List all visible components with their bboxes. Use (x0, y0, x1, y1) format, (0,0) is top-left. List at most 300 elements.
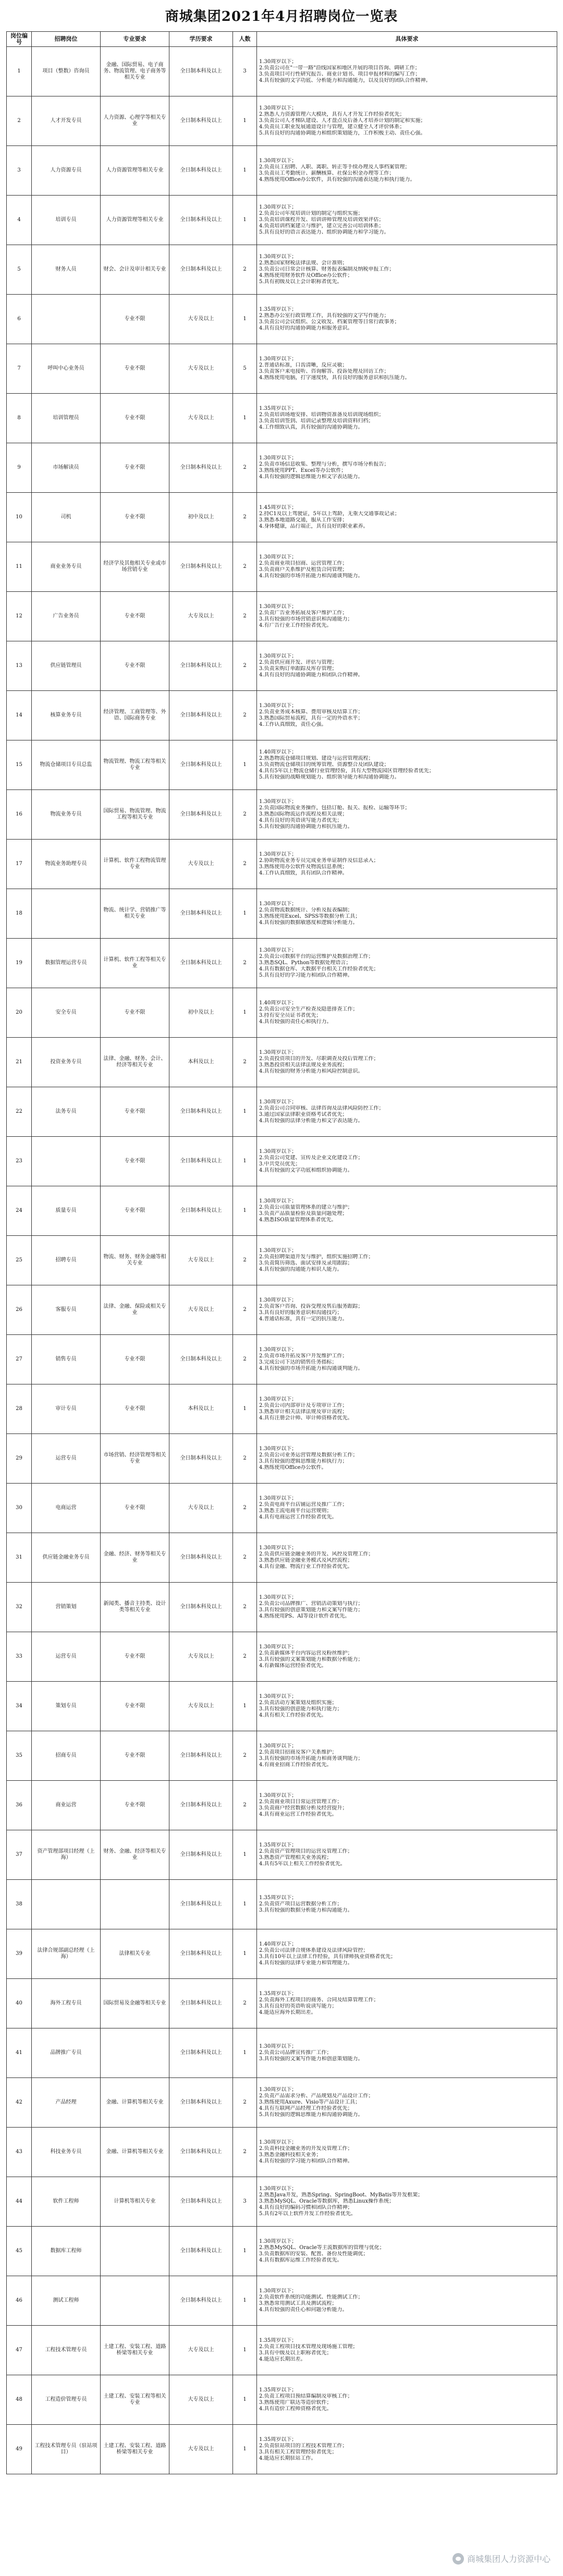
table-row (7, 2375, 557, 2425)
cell-count: 2 (233, 542, 257, 592)
cell-no: 33 (7, 1632, 32, 1682)
requirement-line: 3.负责产品质量检验及质量问题处理； (259, 1211, 348, 1217)
cell-position: 策划专员 (32, 1682, 101, 1731)
cell-count: 1 (233, 146, 257, 196)
cell-position: 电商运营 (32, 1484, 101, 1533)
cell-position: 培训专员 (32, 196, 101, 245)
requirement-line: 3.熟悉SQL、Python等数据处理语言； (259, 960, 351, 966)
cell-requirements (257, 295, 557, 344)
table-row (7, 1533, 557, 1583)
cell-no: 6 (7, 295, 32, 344)
requirement-line: 2.熟悉Java开发，熟悉Spring、SpringBoot、MyBatis等开发框架； (259, 2192, 423, 2198)
wechat-icon (452, 2553, 464, 2565)
requirement-line: 3.负责公司会议组织、公文收发、档案管理等日常行政事务； (259, 319, 400, 325)
cell-position (32, 1137, 101, 1186)
table-row (7, 790, 557, 840)
requirement-line: 1.30周岁以下； (259, 1496, 297, 1501)
requirement-line: 3.具有良好的服务意识和沟通技巧； (259, 1310, 342, 1316)
requirement-line: 4.熟练使用财务软件及Office办公软件； (259, 273, 353, 278)
cell-requirements (257, 592, 557, 641)
cell-major: 金融、经济、财务等相关专业 (101, 1533, 169, 1583)
requirement-line: 1.30周岁以下； (259, 1446, 297, 1452)
cell-position: 工程技术管理专员（驻站项目） (32, 2425, 101, 2474)
requirement-line: 5.具有初级及以上会计职称者优先。 (259, 279, 342, 285)
requirement-line: 2.负责项目招商及客户关系维护； (259, 1749, 337, 1755)
cell-requirements (257, 1533, 557, 1583)
requirement-line: 1.30周岁以下； (259, 1743, 297, 1749)
cell-no: 1 (7, 47, 32, 96)
requirement-line: 1.30周岁以下； (259, 1644, 297, 1650)
requirement-line: 4.具有较强的沟通能力和识人能力。 (259, 1267, 342, 1272)
cell-no: 16 (7, 790, 32, 840)
table-row (7, 493, 557, 542)
requirement-line: 4.负责培训档案建立与维护，建立完善公司培训体系； (259, 223, 384, 229)
cell-edu: 本科及以上 (169, 1038, 233, 1087)
requirement-line: 4.具有较强的文字功底和组织协调能力。 (259, 1168, 353, 1173)
requirement-line: 2.熟悉国家财税法律法规、会计准则； (259, 260, 348, 266)
cell-count: 1 (233, 1186, 257, 1236)
requirement-line: 1.30周岁以下； (259, 554, 297, 560)
cell-edu: 大专及以上 (169, 2375, 233, 2425)
watermark-text: 商城集团人力资源中心 (467, 2554, 550, 2564)
requirement-line: 4.具有较强的责任心和问题分析能力。 (259, 2307, 348, 2313)
requirement-line: 3.熟悉MySQL、Oracle等数据库，熟悉Linux操作系统； (259, 2198, 395, 2204)
requirement-line: 3.熟练使用广联达等造价软件； (259, 2400, 332, 2405)
requirement-line: 4.能适应长期驻站工作。 (259, 2456, 316, 2461)
cell-no: 19 (7, 939, 32, 988)
cell-no: 43 (7, 2128, 32, 2177)
table-row (7, 1929, 557, 1979)
cell-position: 培训管理员 (32, 394, 101, 443)
table-row (7, 1285, 557, 1335)
requirement-line: 3.具有较强的逻辑思维能力和执行力； (259, 1459, 348, 1464)
cell-no: 39 (7, 1929, 32, 1979)
cell-requirements (257, 2425, 557, 2474)
requirement-line: 4.具有互联网产品经理工作经验者优先； (259, 2106, 353, 2111)
requirement-line: 2.负责公司年度培训计划的制定与组织实施； (259, 211, 363, 216)
cell-edu: 全日制本科及以上 (169, 47, 233, 96)
cell-no: 18 (7, 889, 32, 939)
requirement-line: 2.负责员工招聘、入职、离职、转正等手续办理及人事档案管理； (259, 164, 410, 170)
table-row (7, 1583, 557, 1632)
cell-requirements (257, 2375, 557, 2425)
requirement-line: 2.负责公司业务运营管理及数据分析工作； (259, 1452, 358, 1458)
cell-requirements (257, 344, 557, 394)
cell-no: 13 (7, 641, 32, 691)
requirement-line: 1.40周岁以下； (259, 1000, 297, 1006)
requirement-line: 1.45周岁以下； (259, 505, 297, 511)
requirement-line: 4.负责员工职业发展通道设计与管理，建立健全人才评价体系； (259, 124, 405, 130)
requirement-line: 3.负责商户经营数据分析及经营提升； (259, 1805, 348, 1811)
cell-no: 32 (7, 1583, 32, 1632)
page-title: 商城集团2021年4月招聘岗位一览表 (165, 9, 398, 25)
cell-edu: 大专及以上 (169, 1236, 233, 1285)
requirement-line: 2.负责公司数据平台的运营维护及数据治理工作； (259, 954, 374, 959)
cell-major: 专业不限 (101, 443, 169, 493)
requirement-line: 1.30周岁以下； (259, 604, 297, 610)
cell-major: 新闻类、播音主持类、设计类等相关专业 (101, 1583, 169, 1632)
cell-position: 广告业务员 (32, 592, 101, 641)
cell-position: 质量专员 (32, 1186, 101, 1236)
requirement-line: 2.协助物流业务专员完成业务单证制作及信息录入； (259, 858, 379, 864)
requirement-line: 3.具有较强的创意能力和执行能力； (259, 1706, 342, 1712)
requirement-line: 1.30周岁以下； (259, 852, 297, 857)
requirement-line: 1.30周岁以下； (259, 105, 297, 111)
requirement-line: 4.普通话标准，具有一定的抗压能力。 (259, 1316, 348, 1322)
cell-count: 2 (233, 592, 257, 641)
requirement-line: 3.具有较强的数据分析能力和沟通能力。 (259, 1907, 353, 1913)
cell-count: 2 (233, 493, 257, 542)
cell-position: 海外工程专员 (32, 1979, 101, 2028)
requirement-line: 3.熟悉主流电商平台运营规则； (259, 1508, 332, 1514)
cell-count: 1 (233, 2028, 257, 2078)
cell-requirements (257, 939, 557, 988)
cell-major (101, 1880, 169, 1929)
cell-position: 产品经理 (32, 2078, 101, 2128)
requirement-line: 1.30周岁以下； (259, 2239, 297, 2244)
requirement-line: 1.30周岁以下； (259, 254, 297, 260)
cell-requirements (257, 740, 557, 790)
requirement-line: 3.通过国家法律职业资格考试者优先； (259, 1112, 348, 1117)
table-row (7, 1335, 557, 1384)
requirement-line: 2.负责国际物流业务操作，包括订舱、报关、报检、运输等环节； (259, 805, 410, 811)
cell-position: 呼叫中心业务员 (32, 344, 101, 394)
requirement-line: 1.30周岁以下； (259, 204, 297, 210)
cell-edu: 全日制本科及以上 (169, 2028, 233, 2078)
cell-no: 34 (7, 1682, 32, 1731)
requirement-line: 2.普通话标准，口齿清晰，反应灵敏； (259, 362, 348, 368)
cell-major: 土建工程、安装工程、道路桥梁等相关专业 (101, 2425, 169, 2474)
cell-major: 专业不限 (101, 592, 169, 641)
table-row (7, 2078, 557, 2128)
cell-count: 1 (233, 394, 257, 443)
cell-requirements (257, 196, 557, 245)
header-count: 人数 (233, 32, 257, 47)
cell-requirements (257, 1632, 557, 1682)
cell-edu: 初中及以上 (169, 988, 233, 1038)
cell-edu: 全日制本科及以上 (169, 939, 233, 988)
table-body (7, 47, 557, 2474)
cell-position: 品牌推广专员 (32, 2028, 101, 2078)
requirement-line: 1.30周岁以下； (259, 2288, 297, 2294)
cell-major (101, 2028, 169, 2078)
table-row (7, 245, 557, 295)
requirement-line: 4.具有较强的市场开拓能力和沟通谈判能力。 (259, 1366, 363, 1371)
cell-edu: 全日制本科及以上 (169, 1335, 233, 1384)
cell-count: 1 (233, 1830, 257, 1880)
cell-requirements (257, 2326, 557, 2375)
cell-position: 人力资源专员 (32, 146, 101, 196)
requirement-line: 4.有新媒体运营经验者优先。 (259, 1663, 327, 1669)
requirement-line: 2.持C1及以上驾驶证，5年以上驾龄，无重大交通事故记录； (259, 511, 400, 517)
cell-edu: 大专及以上 (169, 1285, 233, 1335)
cell-position: 销售专员 (32, 1335, 101, 1384)
cell-position (32, 295, 101, 344)
cell-major: 金融、计算机等相关专业 (101, 2078, 169, 2128)
requirement-line: 4.熟练使用Office办公软件。 (259, 1465, 327, 1471)
requirement-line: 3.负责采购订单跟踪及库存管理； (259, 666, 337, 672)
cell-major: 物流管理、物流工程等相关专业 (101, 740, 169, 790)
table-row (7, 1087, 557, 1137)
cell-count: 1 (233, 2276, 257, 2326)
cell-major: 专业不限 (101, 295, 169, 344)
cell-position: 核算业务专员 (32, 691, 101, 740)
cell-requirements (257, 1484, 557, 1533)
cell-major: 专业不限 (101, 1781, 169, 1830)
requirement-line: 1.35周岁以下； (259, 1842, 297, 1848)
requirement-line: 1.40周岁以下； (259, 1941, 297, 1947)
cell-no: 44 (7, 2177, 32, 2227)
cell-count: 2 (233, 1335, 257, 1384)
requirement-line: 2.负责资产管理项目的运营及管理工作； (259, 1849, 353, 1854)
cell-edu: 全日制本科及以上 (169, 2276, 233, 2326)
requirement-line: 3.具有10年以上法律工作经验，具有律师执业资格者优先； (259, 1954, 396, 1960)
requirement-line: 2.负责公司合同审核、法律咨询及法律风险防控工作； (259, 1105, 384, 1111)
cell-requirements (257, 1583, 557, 1632)
cell-requirements (257, 542, 557, 592)
cell-position: 科技业务专员 (32, 2128, 101, 2177)
requirement-line: 4.工作认真细致，责任心强。 (259, 722, 327, 727)
requirement-line: 4.熟练使用电脑，打字速度快，具有良好的服务意识和抗压能力。 (259, 375, 410, 381)
cell-count: 2 (233, 691, 257, 740)
requirement-line: 5.具有较强的逻辑思维能力和沟通协调能力。 (259, 2112, 363, 2118)
cell-position: 资产管理部项目经理（上海） (32, 1830, 101, 1880)
cell-no: 4 (7, 196, 32, 245)
cell-count: 1 (233, 1682, 257, 1731)
cell-no: 35 (7, 1731, 32, 1781)
cell-count: 2 (233, 443, 257, 493)
requirement-line: 2.负责公司安全生产检查及隐患排查工作； (259, 1006, 358, 1012)
requirement-line: 3.具有相关工程管理经验者优先； (259, 2449, 337, 2455)
job-table (6, 31, 557, 2474)
requirement-line: 4.能适应长期出差。 (259, 2356, 306, 2362)
cell-requirements (257, 2128, 557, 2177)
requirement-line: 3.熟悉金融科技相关业务； (259, 2152, 322, 2158)
cell-no: 30 (7, 1484, 32, 1533)
requirement-line: 1.30周岁以下； (259, 1396, 297, 1402)
cell-major: 国际贸易、物流管理、物流工程等相关专业 (101, 790, 169, 840)
cell-count: 1 (233, 1384, 257, 1434)
cell-requirements (257, 1384, 557, 1434)
requirement-line: 5.具有良好的学习能力和团队合作精神。 (259, 973, 353, 978)
header-edu: 学历要求 (169, 32, 233, 47)
requirement-line: 3.熟悉投资相关法律法规及业务流程； (259, 1062, 348, 1068)
cell-count: 2 (233, 1583, 257, 1632)
cell-position (32, 889, 101, 939)
cell-requirements (257, 2177, 557, 2227)
requirement-line: 1.35周岁以下； (259, 2437, 297, 2443)
cell-count: 1 (233, 889, 257, 939)
requirement-line: 5.具有良好的沟通协调能力和组织策划能力，工作积极主动、责任心强。 (259, 130, 426, 136)
cell-major: 金融、国际贸易、电子商务、物流管理、电子商务等相关专业 (101, 47, 169, 96)
table-row (7, 1979, 557, 2028)
requirement-line: 2.负责业务成本核算、费用审核及结算工作； (259, 709, 363, 715)
table-row (7, 1137, 557, 1186)
requirement-line: 4.具有金融、物流行业工作经验者优先。 (259, 1564, 353, 1570)
cell-count: 2 (233, 1236, 257, 1285)
table-header-row (7, 32, 557, 47)
cell-position: 软件工程师 (32, 2177, 101, 2227)
cell-edu: 全日制本科及以上 (169, 1137, 233, 1186)
cell-count: 2 (233, 1979, 257, 2028)
requirement-line: 3.熟悉常用测试工具及测试流程； (259, 2301, 337, 2306)
requirement-line: 3.熟悉本地道路交通，服从工作安排； (259, 517, 348, 523)
cell-position: 商业业务专员 (32, 542, 101, 592)
table-row (7, 592, 557, 641)
cell-major (101, 2227, 169, 2276)
requirement-line: 4.具有良好的英语读写能力者优先； (259, 818, 342, 823)
cell-requirements (257, 1781, 557, 1830)
requirement-line: 1.30周岁以下； (259, 1545, 297, 1551)
requirement-line: 2.负责公司质量管理体系的建立与维护； (259, 1205, 353, 1210)
requirement-line: 3.具有良好的英语听说读写能力； (259, 2003, 337, 2009)
cell-requirements (257, 2227, 557, 2276)
requirement-line: 3.具有较强的创意策划能力和文案写作能力； (259, 1607, 363, 1613)
cell-edu: 全日制本科及以上 (169, 790, 233, 840)
requirement-line: 3.完成公司下达的销售任务指标； (259, 1359, 337, 1365)
cell-major: 计算机、软件工程物流管理专业 (101, 840, 169, 889)
requirement-line: 3.熟练使用PPT、Excel等办公软件； (259, 468, 347, 473)
requirement-line: 2.负责电商平台店铺运营及推广工作； (259, 1502, 348, 1508)
table-row (7, 840, 557, 889)
requirement-line: 1.35周岁以下； (259, 1895, 297, 1901)
cell-count: 1 (233, 1929, 257, 1979)
requirement-line: 5.具有2年以上软件开发工作经验者优先。 (259, 2211, 356, 2217)
cell-count: 1 (233, 1137, 257, 1186)
cell-major: 专业不限 (101, 1632, 169, 1682)
table-row (7, 96, 557, 146)
cell-no: 11 (7, 542, 32, 592)
cell-edu: 大专及以上 (169, 840, 233, 889)
header-major: 专业要求 (101, 32, 169, 47)
requirement-line: 4.熟悉ISO质量管理体系者优先。 (259, 1217, 337, 1223)
requirement-line: 1.35周岁以下； (259, 307, 297, 312)
cell-major: 人力资源管理等相关专业 (101, 146, 169, 196)
cell-count: 1 (233, 2375, 257, 2425)
table-row (7, 1236, 557, 1285)
cell-requirements (257, 889, 557, 939)
cell-requirements (257, 1186, 557, 1236)
requirement-line: 4.能适应海外长期出差。 (259, 2010, 316, 2015)
requirement-line: 2.负责招聘渠道开发与维护，组织实施招聘工作； (259, 1254, 374, 1260)
cell-requirements (257, 146, 557, 196)
table-row (7, 542, 557, 592)
cell-requirements (257, 1830, 557, 1880)
requirement-line: 4.具有数据仓库、大数据平台相关工作经验者优先； (259, 966, 379, 972)
cell-position: 数据管理运营专员 (32, 939, 101, 988)
cell-no: 40 (7, 1979, 32, 2028)
cell-requirements (257, 1137, 557, 1186)
cell-edu: 全日制本科及以上 (169, 96, 233, 146)
cell-position: 审计专员 (32, 1384, 101, 1434)
requirement-line: 2.负责市场开拓及客户开发维护工作； (259, 1353, 348, 1359)
requirement-line: 2.负责公司内部审计及专项审计工作； (259, 1403, 348, 1408)
requirement-line: 3.熟悉资产管理相关业务流程； (259, 1855, 332, 1861)
cell-no: 24 (7, 1186, 32, 1236)
requirement-line: 4.具有相关工作经验者优先。 (259, 1712, 327, 1718)
header-position: 招聘岗位 (32, 32, 101, 47)
cell-major: 专业不限 (101, 1731, 169, 1781)
cell-requirements (257, 1929, 557, 1979)
requirement-line: 3.具有较强的市场营销意识和沟通能力； (259, 616, 353, 622)
requirement-line: 4.熟练使用PS、AI等设计软件者优先。 (259, 1613, 350, 1619)
cell-position: 工程造价管理专员 (32, 2375, 101, 2425)
requirement-line: 5.具有较强的沟通协调能力和抗压能力。 (259, 824, 353, 830)
table-row (7, 889, 557, 939)
cell-major: 专业不限 (101, 1137, 169, 1186)
cell-count: 1 (233, 1087, 257, 1137)
cell-count: 2 (233, 1632, 257, 1682)
cell-edu: 全日制本科及以上 (169, 1830, 233, 1880)
cell-no: 46 (7, 2276, 32, 2326)
cell-count: 3 (233, 2177, 257, 2227)
requirement-line: 1.30周岁以下； (259, 1198, 297, 1204)
cell-no: 7 (7, 344, 32, 394)
requirement-line: 2.负责资产项目运营数据分析工作； (259, 1901, 342, 1907)
cell-count: 3 (233, 47, 257, 96)
requirement-line: 4.具有数据库运维工作经验者优先。 (259, 2257, 342, 2263)
cell-requirements (257, 1979, 557, 2028)
cell-major: 专业不限 (101, 988, 169, 1038)
requirement-line: 2.负责市场信息收集、整理与分析，撰写市场分析报告； (259, 461, 389, 467)
cell-position: 客服专员 (32, 1285, 101, 1335)
requirement-line: 1.30周岁以下； (259, 1347, 297, 1353)
cell-edu: 全日制本科及以上 (169, 196, 233, 245)
requirement-line: 1.35周岁以下； (259, 2338, 297, 2343)
requirement-line: 3.负责公司日常会计核算、财务报表编制及纳税申报工作； (259, 266, 395, 272)
requirement-line: 1.30周岁以下； (259, 1297, 297, 1303)
cell-position: 人才开发专员 (32, 96, 101, 146)
cell-edu: 大专及以上 (169, 344, 233, 394)
cell-requirements (257, 2276, 557, 2326)
requirement-line: 5.具有较强的战略规划能力、组织领导能力和沟通协调能力。 (259, 774, 400, 780)
requirement-line: 3.负责员工考勤统计、薪酬核算、社保公积金办理等工作； (259, 171, 395, 176)
cell-count: 2 (233, 1731, 257, 1781)
requirement-line: 2.负责公司品牌推广、营销活动策划与执行； (259, 1601, 363, 1607)
table-row (7, 939, 557, 988)
cell-position: 司机 (32, 493, 101, 542)
cell-requirements (257, 47, 557, 96)
cell-major: 法律、金融、财务、会计、经济等相关专业 (101, 1038, 169, 1087)
cell-position (32, 1880, 101, 1929)
cell-requirements (257, 988, 557, 1038)
requirement-line: 3.熟悉国际贸易流程，具有一定的外语水平； (259, 715, 363, 721)
cell-major: 国际贸易及金融等相关专业 (101, 1979, 169, 2028)
cell-major: 法律、金融、保险或相关专业 (101, 1285, 169, 1335)
cell-major: 专业不限 (101, 394, 169, 443)
cell-edu: 大专及以上 (169, 2326, 233, 2375)
requirement-line: 1.30周岁以下； (259, 59, 297, 65)
cell-edu: 全日制本科及以上 (169, 641, 233, 691)
cell-no: 8 (7, 394, 32, 443)
cell-major: 土建工程、安装工程、道路桥梁等相关专业 (101, 2326, 169, 2375)
cell-edu: 全日制本科及以上 (169, 443, 233, 493)
cell-major: 物流、财务、财务金融等相关专业 (101, 1236, 169, 1285)
cell-no: 48 (7, 2375, 32, 2425)
requirement-line: 2.负责科技金融业务的开发及管理工作； (259, 2146, 353, 2152)
cell-position: 数据库工程师 (32, 2227, 101, 2276)
requirement-line: 4.具有较强的市场开拓能力和沟通谈判能力。 (259, 573, 363, 579)
cell-requirements (257, 641, 557, 691)
cell-edu: 初中及以上 (169, 493, 233, 542)
cell-position: 物流仓储项目专员总监 (32, 740, 101, 790)
cell-major: 人力资源管理等相关专业 (101, 196, 169, 245)
cell-count: 1 (233, 988, 257, 1038)
requirement-line: 1.30周岁以下； (259, 653, 297, 659)
table-row (7, 1484, 557, 1533)
requirement-line: 1.30周岁以下； (259, 799, 297, 805)
cell-edu: 全日制本科及以上 (169, 2128, 233, 2177)
